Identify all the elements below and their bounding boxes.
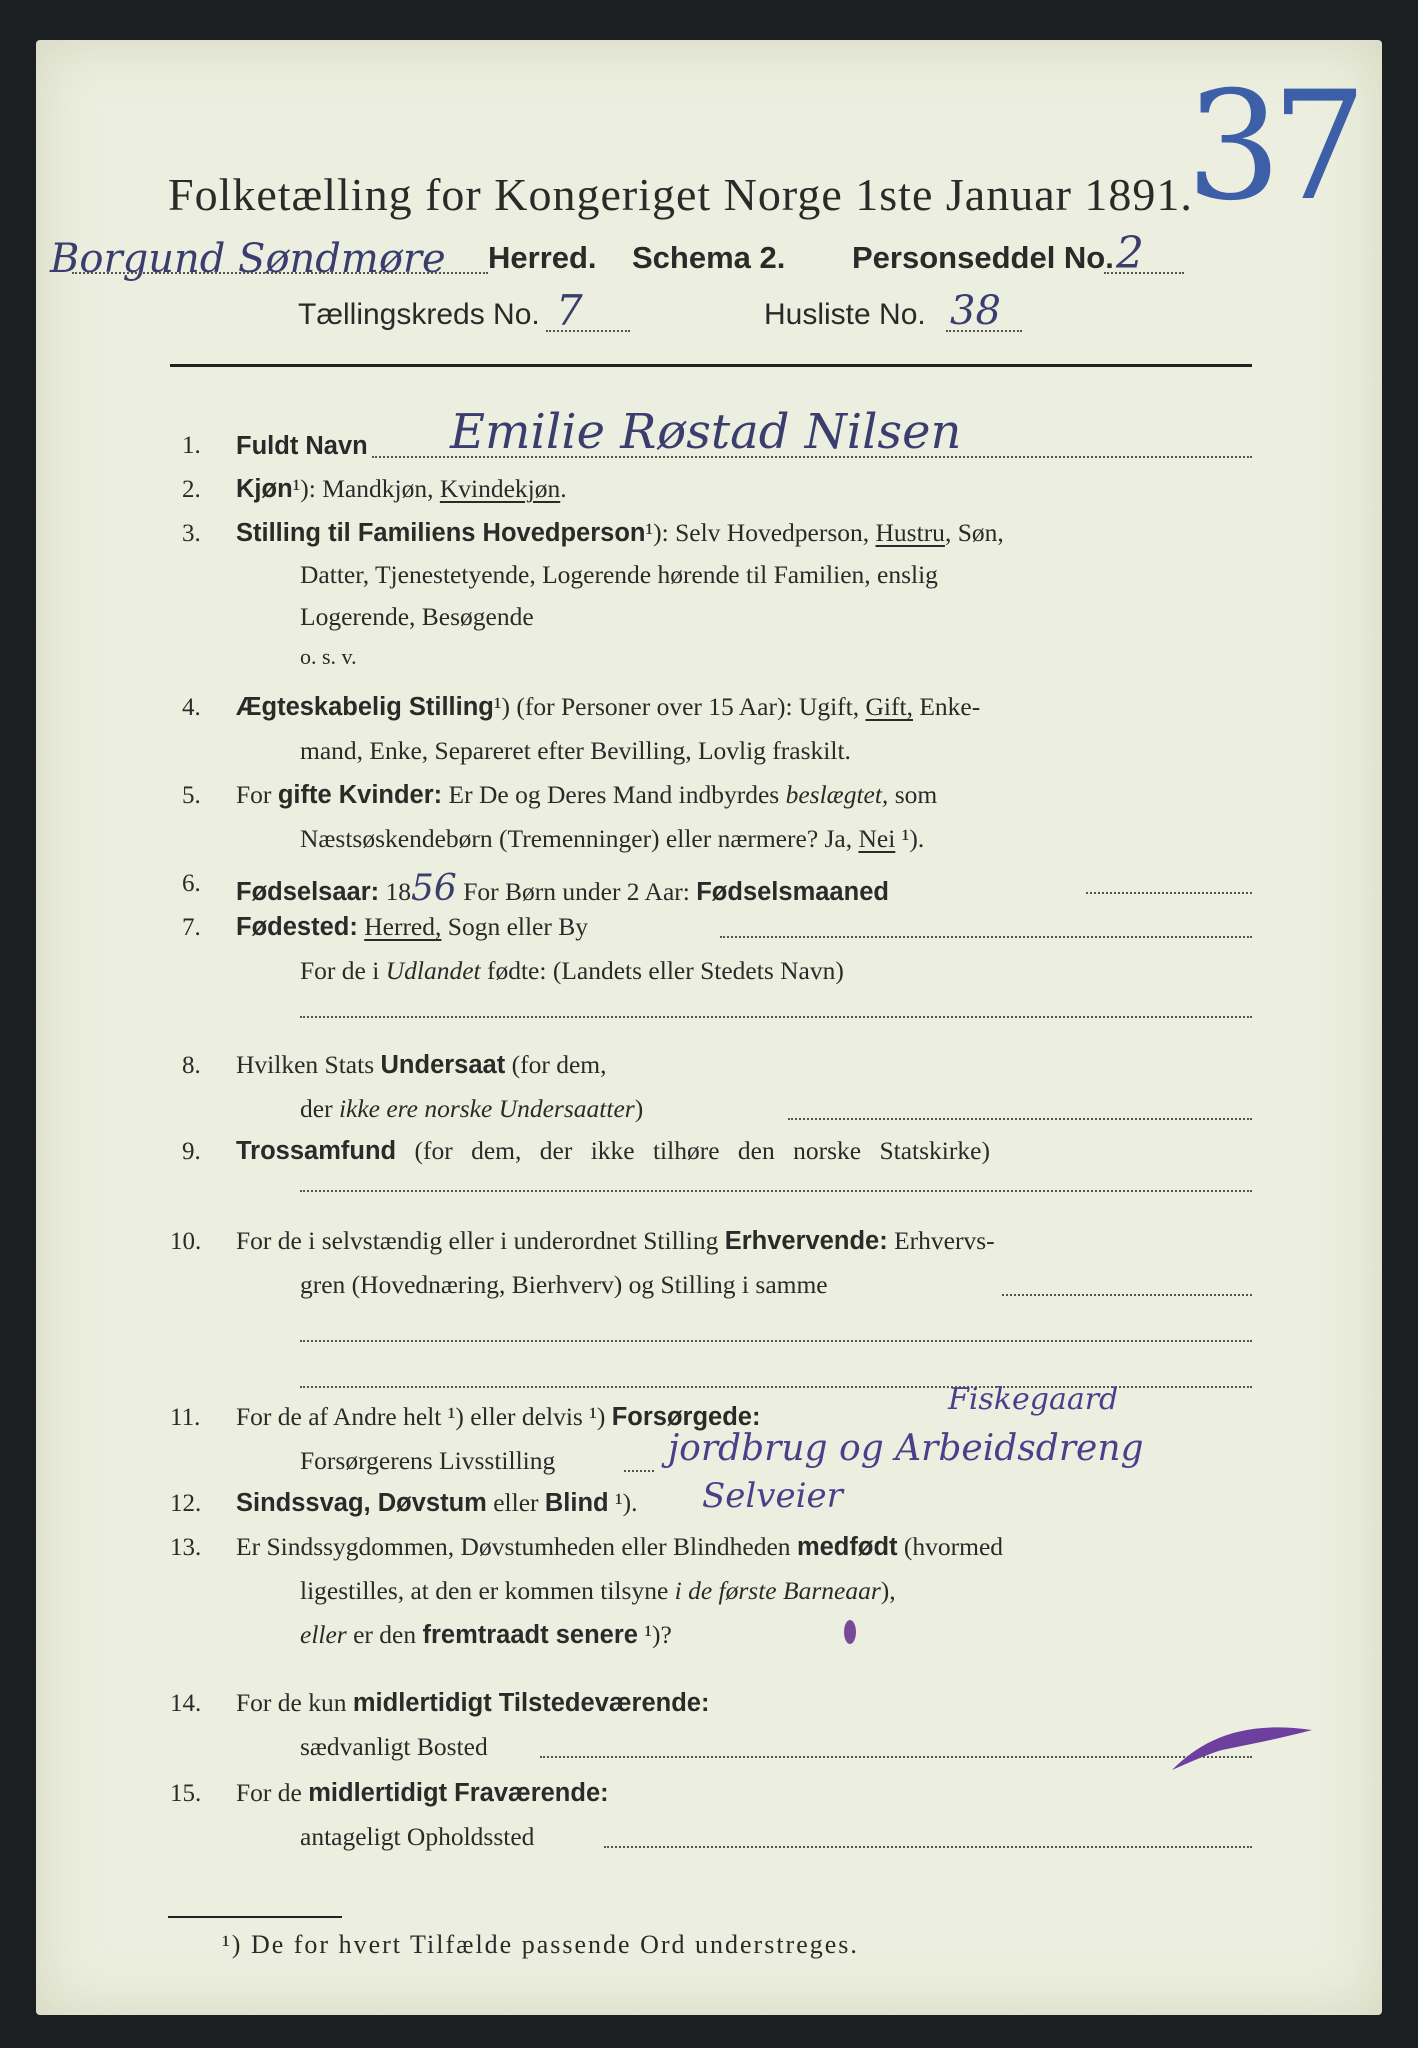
item-label: gifte Kvinder:: [277, 781, 443, 809]
item-text: For de i: [300, 956, 386, 985]
selected-option: Kvindekjøn: [439, 474, 561, 503]
item-number: 14.: [170, 1690, 202, 1717]
item-text: Sogn eller By: [441, 912, 589, 941]
item-label: Sindssvag, Døvstum: [236, 1489, 487, 1517]
item-label: Undersaat: [380, 1051, 506, 1079]
item-text: ),: [880, 1576, 896, 1605]
item-label: Trossamfund: [236, 1137, 397, 1165]
item-number: 10.: [170, 1228, 202, 1255]
item-text: For de i selvstændig eller i underordnet Stilling: [236, 1226, 725, 1255]
item-number: 9.: [182, 1138, 201, 1165]
item-text: i de første Barneaar: [674, 1576, 881, 1605]
item-text: ¹) (for Personer over 15 Aar): Ugift,: [493, 692, 866, 721]
item-label: Ægteskabelig Stilling: [236, 693, 494, 721]
schema-label: Schema 2.: [632, 240, 786, 275]
full-name-answer: Emilie Røstad Nilsen: [450, 404, 962, 460]
kreds-label: Tællingskreds No.: [298, 298, 540, 331]
item-number: 1.: [182, 432, 201, 459]
item-number: 3.: [182, 520, 201, 547]
item-label: midlertidigt Tilstedeværende:: [352, 1689, 710, 1717]
selected-option: Nei: [858, 824, 896, 853]
item-text: gren (Hovednæring, Bierhverv) og Stilling i samme: [300, 1270, 828, 1299]
item-text: Enke-: [912, 692, 981, 721]
selected-option: Herred,: [364, 912, 442, 941]
footnote: ¹) De for hvert Tilfælde passende Ord understreges.: [222, 1930, 859, 1959]
item-text: For de kun: [236, 1688, 353, 1717]
item-label: Fødested:: [236, 913, 358, 941]
header-divider: [170, 364, 1252, 367]
item-text: sædvanligt Bosted: [300, 1732, 488, 1761]
item-number: 4.: [182, 694, 201, 721]
item-text: ¹): Mandkjøn,: [292, 474, 440, 503]
item-text: eller: [486, 1488, 545, 1517]
item-text: Hvilken Stats: [236, 1050, 381, 1079]
personseddel-number: 2: [1116, 228, 1144, 279]
item-text: ikke ere norske Undersaatter: [338, 1094, 635, 1123]
item-text: ligestilles, at den er kommen tilsyne: [300, 1576, 675, 1605]
herred-handwritten: Borgund Søndmøre: [50, 236, 446, 282]
item-text: Næstsøskendebørn (Tremenninger) eller nærmere? Ja,: [300, 824, 859, 853]
item-number: 5.: [182, 782, 201, 809]
item-text: ¹): Selv Hovedperson,: [645, 518, 876, 547]
item-text: Forsørgerens Livsstilling: [300, 1446, 556, 1475]
item-text: ¹).: [895, 824, 925, 853]
item-text: For: [236, 780, 278, 809]
item-text: ¹).: [608, 1488, 638, 1517]
kreds-number: 7: [556, 286, 583, 335]
item-label: Stilling til Familiens Hovedperson: [236, 519, 646, 547]
item-text: mand, Enke, Separeret efter Bevilling, Lovlig fraskilt.: [300, 736, 851, 765]
personseddel-label: Personseddel No.: [852, 240, 1114, 275]
item-label: Forsørgede:: [611, 1403, 761, 1431]
item-text: der: [300, 1094, 339, 1123]
sindssvag-answer: Selveier: [702, 1476, 843, 1516]
item-number: 15.: [170, 1780, 202, 1807]
form-title: Folketælling for Kongeriget Norge 1ste Januar 1891.: [168, 169, 1193, 220]
corner-page-number: 37: [1186, 60, 1357, 234]
selected-option: Gift,: [865, 692, 913, 721]
item-text: , Søn,: [944, 518, 1004, 547]
item-number: 13.: [170, 1534, 202, 1561]
item-label: Fødselsmaaned: [696, 878, 889, 906]
item-label: Kjøn: [236, 475, 293, 503]
census-form-sheet: [36, 40, 1382, 2015]
item-text: Erhvervs-: [887, 1226, 995, 1255]
item-text: ¹)?: [637, 1620, 672, 1649]
forsorgede-answer: Fiskegaard: [948, 1382, 1119, 1417]
birth-year-answer: 56: [411, 868, 457, 909]
item-number: 8.: [182, 1052, 201, 1079]
item-text: For de af Andre helt ¹) eller delvis ¹): [236, 1402, 612, 1431]
item-label: fremtraadt senere: [422, 1621, 638, 1649]
husliste-number: 38: [950, 288, 1001, 334]
item-text: ): [634, 1094, 644, 1123]
item-text: Er Sindssygdommen, Døvstumheden eller Blindheden: [236, 1532, 797, 1561]
item-text: (for dem,: [505, 1050, 607, 1079]
herred-label: Herred.: [488, 240, 597, 275]
item-label: Fødselsaar:: [236, 878, 380, 906]
item-text: For Børn under 2 Aar:: [456, 877, 697, 906]
item-text: er den: [346, 1620, 423, 1649]
item-number: 2.: [182, 476, 201, 503]
footnote-rule: [168, 1916, 342, 1918]
selected-option: Hustru: [875, 518, 945, 547]
item-text: fødte: (Landets eller Stedets Navn): [480, 956, 844, 985]
item-text: For de: [236, 1778, 309, 1807]
item-text: (for dem, der ikke tilhøre den norske Statskirke): [396, 1136, 990, 1165]
item-text: som: [888, 780, 938, 809]
item-text: Logerende, Besøgende: [300, 602, 534, 631]
item-label: midlertidigt Fraværende:: [308, 1779, 609, 1807]
livsstilling-answer: jordbrug og Arbeidsdreng: [668, 1428, 1144, 1469]
item-text: 18: [379, 877, 412, 906]
item-text: Udlandet: [385, 956, 481, 985]
item-number: 7.: [182, 914, 201, 941]
item-number: 12.: [170, 1490, 202, 1517]
item-text: beslægtet,: [785, 780, 889, 809]
item-text: eller: [300, 1620, 347, 1649]
ink-blot: [844, 1620, 856, 1644]
husliste-label: Husliste No.: [764, 298, 926, 331]
item-label: medfødt: [796, 1533, 898, 1561]
item-text: (hvormed: [897, 1532, 1004, 1561]
item-number: 6.: [182, 870, 201, 897]
item-text: o. s. v.: [300, 644, 357, 669]
item-label: Fuldt Navn: [236, 432, 368, 460]
item-number: 11.: [170, 1404, 201, 1431]
ink-stroke: [1162, 1700, 1322, 1780]
item-label: Erhvervende:: [724, 1227, 888, 1255]
item-text: Er De og Deres Mand indbyrdes: [442, 780, 786, 809]
item-label: Blind: [544, 1489, 609, 1517]
item-text: .: [560, 474, 567, 503]
item-text: antageligt Opholdssted: [300, 1822, 535, 1851]
item-text: Datter, Tjenestetyende, Logerende hørende til Familien, enslig: [300, 560, 938, 589]
